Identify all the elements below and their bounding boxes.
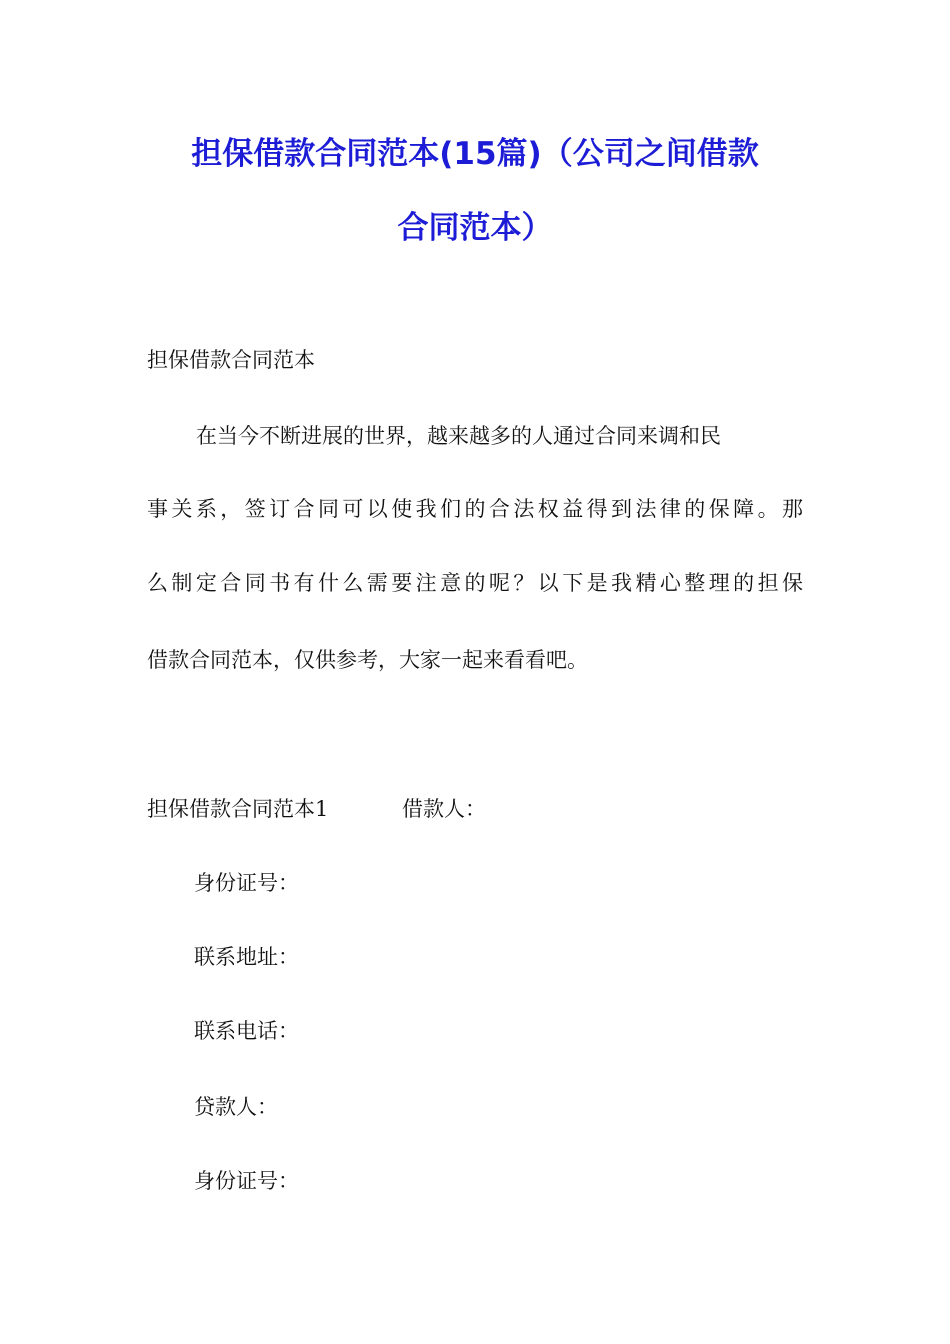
intro-paragraph-line-3: 么制定合同书有什么需要注意的呢？以下是我精心整理的担保	[147, 571, 803, 595]
document-title-line-2: 合同范本）	[397, 210, 553, 246]
borrower-label: 借款人：	[402, 797, 486, 821]
borrower-phone-label: 联系电话：	[194, 1019, 299, 1043]
document-title-line-1: 担保借款合同范本(15篇)（公司之间借款	[191, 136, 759, 172]
section-1-heading: 担保借款合同范本1	[147, 797, 329, 821]
intro-heading: 担保借款合同范本	[147, 348, 315, 372]
borrower-address-label: 联系地址：	[194, 945, 299, 969]
intro-paragraph-line-2: 事关系，签订合同可以使我们的合法权益得到法律的保障。那	[147, 497, 803, 521]
intro-paragraph-line-4: 借款合同范本，仅供参考，大家一起来看看吧。	[147, 648, 588, 672]
borrower-id-number-label: 身份证号：	[194, 871, 299, 895]
lender-id-number-label: 身份证号：	[194, 1169, 299, 1193]
lender-label: 贷款人：	[194, 1095, 278, 1119]
intro-paragraph-line-1: 在当今不断进展的世界，越来越多的人通过合同来调和民	[196, 424, 721, 448]
